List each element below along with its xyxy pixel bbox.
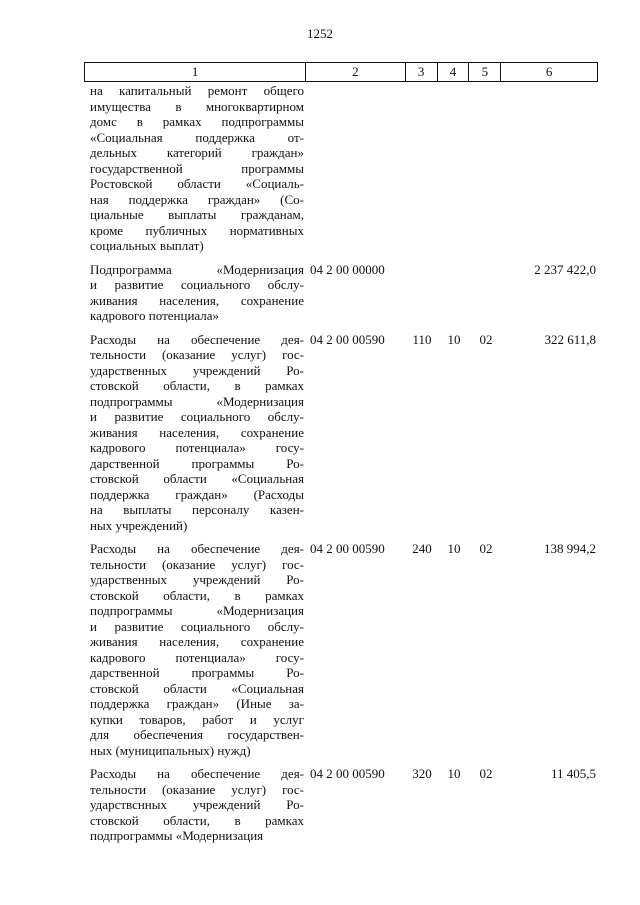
table-row	[84, 83, 598, 254]
target-code-cell: 04 2 00 00590	[310, 766, 385, 781]
section-code-cell: 10	[447, 541, 461, 556]
amount-cell: 11 405,5	[550, 766, 596, 781]
description-line: живания населения, сохранение	[90, 634, 304, 649]
description-line: поддержка граждан» (Расходы	[90, 486, 304, 502]
description-line: живания населения, сохранение	[90, 292, 304, 308]
description-line: и развитие социального обслу-	[90, 277, 304, 292]
table-row	[84, 541, 598, 758]
description-line: стовской области, в рамках	[90, 587, 304, 603]
description-line: подпрограммы «Модернизация	[90, 828, 264, 843]
description-line: социальных выплат)	[90, 238, 204, 253]
description-line: ударственных учреждений Ро-	[90, 362, 304, 378]
target-code-cell: 04 2 00 00000	[310, 261, 385, 277]
row-description	[90, 262, 304, 324]
description-line: «Социальная поддержка от-	[90, 129, 304, 145]
table-header	[84, 62, 598, 82]
row-description	[90, 541, 304, 758]
description-line: стовской области «Социальная	[90, 680, 304, 696]
description-line: на капитальный ремонт общего	[90, 83, 304, 98]
amount-cell: 322 611,8	[544, 331, 596, 347]
column-header-5: 5	[469, 63, 501, 81]
expense-type-cell: 110	[412, 331, 432, 347]
description-line: Расходы на обеспечение дея-	[90, 541, 304, 556]
column-header-1: 1	[85, 63, 306, 81]
table-row	[84, 262, 598, 324]
description-line: кроме публичных нормативных	[90, 222, 304, 238]
section-code-cell: 10	[447, 331, 461, 347]
description-line: для обеспечения государствен-	[90, 727, 304, 742]
expense-type-cell: 240	[412, 541, 432, 556]
table-body	[84, 83, 598, 852]
description-line: дарственной программы Ро-	[90, 665, 304, 680]
column-header-3: 3	[406, 63, 438, 81]
description-line: подпрограммы «Модернизация	[90, 393, 304, 409]
page-number: 1252	[307, 26, 333, 41]
amount-cell: 138 994,2	[544, 541, 596, 556]
description-line: кадрового потенциала» госу-	[90, 649, 304, 665]
subsection-code-cell: 02	[479, 331, 493, 347]
description-line: тельности (оказание услуг) гос-	[90, 347, 304, 362]
subsection-code-cell: 02	[479, 766, 493, 781]
description-line: тельности (оказание услуг) гос-	[90, 556, 304, 572]
description-line: поддержка граждан» (Иные за-	[90, 696, 304, 711]
description-line: ных учреждений)	[90, 517, 188, 533]
column-header-6: 6	[545, 64, 553, 79]
description-line: домс в рамках подпрограммы	[90, 114, 304, 129]
description-line: дарственной программы Ро-	[90, 455, 304, 471]
description-line: кадрового потенциала» госу-	[90, 440, 304, 455]
amount-cell: 2 237 422,0	[534, 261, 596, 277]
section-code-cell: 10	[447, 766, 461, 781]
table-row	[84, 766, 598, 844]
description-line: купки товаров, работ и услуг	[90, 711, 304, 727]
description-line: ударственных учреждений Ро-	[90, 572, 304, 587]
description-line: живания населения, сохранение	[90, 424, 304, 440]
description-line: имущества в многоквартирном	[90, 98, 304, 114]
column-header-4: 4	[438, 63, 470, 81]
target-code-cell: 04 2 00 00590	[310, 331, 385, 347]
description-line: Расходы на обеспечение дея-	[90, 331, 304, 347]
subsection-code-cell: 02	[479, 541, 493, 556]
description-line: подпрограммы «Модернизация	[90, 603, 304, 618]
description-line: на выплаты персоналу казен-	[90, 502, 304, 517]
description-line: стовской области «Социальная	[90, 471, 304, 486]
description-line: Расходы на обеспечение дея-	[90, 766, 304, 781]
expense-type-cell: 320	[412, 766, 432, 781]
target-code-cell: 04 2 00 00590	[310, 541, 385, 556]
description-line: стовской области, в рамках	[90, 812, 304, 828]
description-line: циальные выплаты гражданам,	[90, 207, 304, 222]
column-header-2: 2	[306, 63, 406, 81]
description-line: и развитие социального обслу-	[90, 409, 304, 424]
description-line: Ростовской области «Социаль-	[90, 176, 304, 191]
row-description	[90, 332, 304, 534]
description-line: дельных категорий граждан»	[90, 145, 304, 160]
description-line: ных (муниципальных) нужд)	[90, 742, 251, 758]
description-line: тельности (оказание услуг) гос-	[90, 781, 304, 797]
description-line: Подпрограмма «Модернизация	[90, 261, 304, 277]
table-row	[84, 332, 598, 534]
description-line: ударствснных учреждений Ро-	[90, 797, 304, 812]
description-line: и развитие социального обслу-	[90, 618, 304, 634]
description-line: ная поддержка граждан» (Со-	[90, 191, 304, 207]
description-line: кадрового потенциала»	[90, 308, 220, 323]
row-description	[90, 83, 304, 254]
description-line: стовской области, в рамках	[90, 378, 304, 393]
row-description	[90, 766, 304, 844]
description-line: государственной программы	[90, 160, 304, 176]
